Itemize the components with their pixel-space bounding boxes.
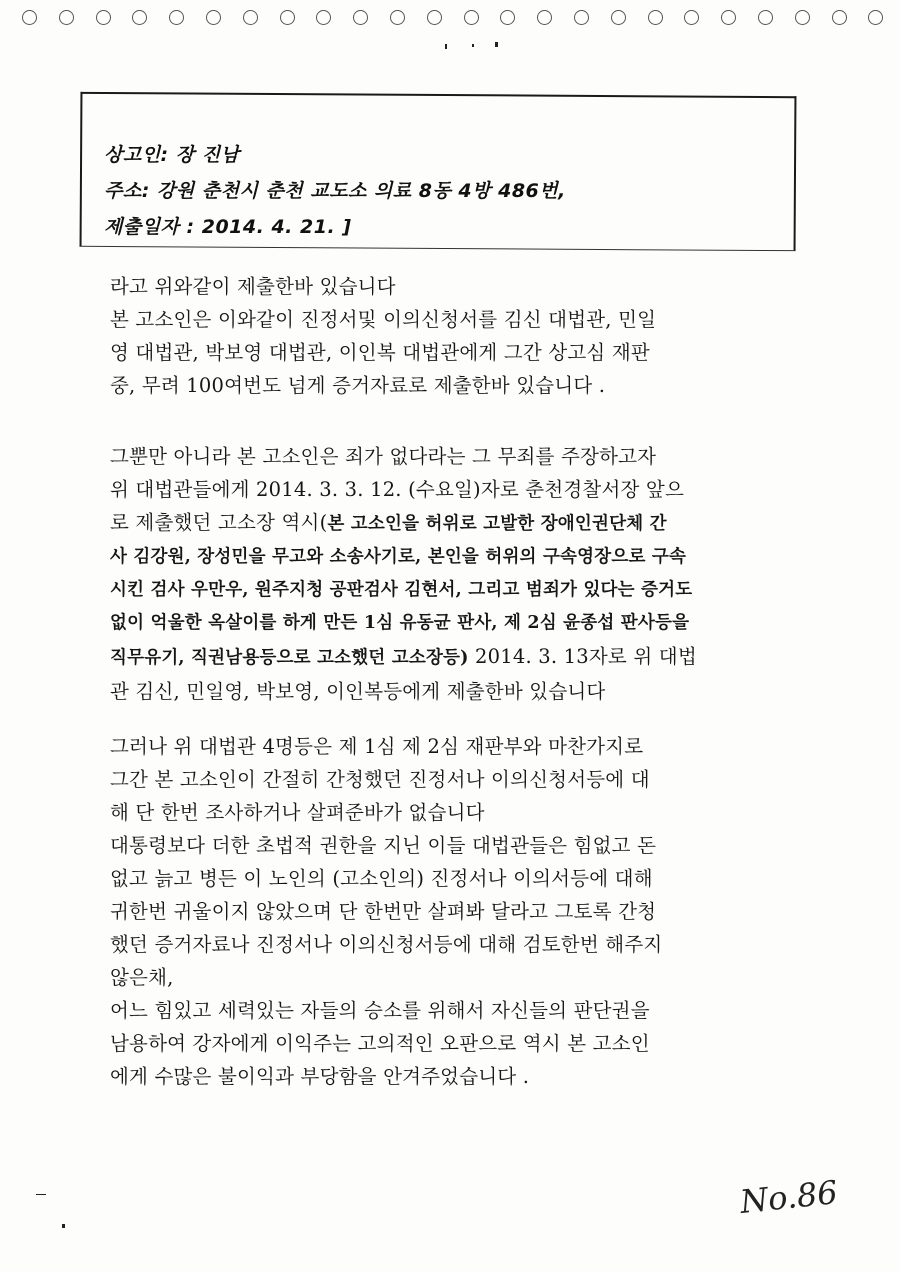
binder-hole [537, 10, 552, 25]
text-line: 그러나 위 대법관 4명등은 제 1심 제 2심 재판부와 마찬가지로 [110, 735, 644, 758]
bold-text-line: 시킨 검사 우만우, 원주지청 공판검사 김현서, 그리고 범죄가 있다는 증거도 [110, 580, 693, 600]
text-segment: 2014. 3. 13자로 위 대법 [468, 645, 697, 668]
text-line: 않은채, [110, 966, 174, 989]
binder-hole [206, 10, 221, 25]
text-line: 본 고소인은 이와같이 진정서및 이의신청서를 김신 대법관, 민일 [110, 308, 657, 331]
text-line: 관 김신, 민일영, 박보영, 이인복등에게 제출한바 있습니다 [110, 680, 606, 703]
binder-hole [721, 10, 736, 25]
bold-text-segment: 본 고소인을 허위로 고발한 장애인권단체 간 [327, 514, 667, 534]
text-line: 중, 무려 100여번도 넘게 증거자료로 제출한바 있습니다 . [110, 374, 606, 397]
text-line: 했던 증거자료나 진정서나 이의신청서등에 대해 검토한번 해주지 [110, 933, 663, 956]
text-line: 없고 늙고 병든 이 노인의 (고소인의) 진정서나 이의서등에 대해 [110, 867, 653, 890]
scan-speck [445, 44, 447, 49]
appellant-line: 상고인: 장 진남 [104, 144, 240, 166]
text-line: 귀한번 귀울이지 않았으며 단 한번만 살펴봐 달라고 그토록 간청 [110, 900, 657, 923]
binder-hole [169, 10, 184, 25]
paragraph-3 [110, 730, 770, 1093]
binder-hole [868, 10, 883, 25]
text-line: 해 단 한번 조사하거나 살펴준바가 없습니다 [110, 801, 485, 824]
binder-hole [96, 10, 111, 25]
text-line: 어느 힘있고 세력있는 자들의 승소를 위해서 자신들의 판단권을 [110, 999, 650, 1022]
binder-hole [427, 10, 442, 25]
binder-hole [132, 10, 147, 25]
binder-hole [464, 10, 479, 25]
binder-hole [243, 10, 258, 25]
text-line: 대통령보다 더한 초법적 권한을 지닌 이들 대법관들은 힘없고 돈 [110, 834, 657, 857]
paragraph-2 [110, 440, 770, 708]
text-line: 라고 위와같이 제출한바 있습니다 [110, 275, 396, 298]
text-line [110, 640, 770, 675]
bold-text-line: 사 김강원, 장성민을 무고와 소송사기로, 본인을 허위의 구속영장으로 구속 [110, 547, 687, 567]
binder-hole [758, 10, 773, 25]
bold-text-segment: 직무유기, 직권남용등으로 고소했던 고소장등) [110, 648, 469, 668]
scan-speck [495, 42, 498, 47]
submission-date-line: 제출일자 : 2014. 4. 21. ] [104, 216, 352, 238]
binder-hole [500, 10, 515, 25]
scan-speck [472, 44, 474, 47]
text-line: 에게 수많은 불이익과 부당함을 안겨주었습니다 . [110, 1065, 530, 1088]
scan-speck [62, 1224, 65, 1228]
binder-hole [684, 10, 699, 25]
paragraph-1 [110, 270, 770, 402]
text-line: 남용하여 강자에게 이익주는 고의적인 오판으로 역시 본 고소인 [110, 1032, 650, 1055]
binder-holes [0, 6, 900, 32]
text-line: 영 대법관, 박보영 대법관, 이인복 대법관에게 그간 상고심 재판 [110, 341, 650, 364]
text-line: 그뿐만 아니라 본 고소인은 죄가 없다라는 그 무죄를 주장하고자 [110, 445, 657, 468]
binder-hole [59, 10, 74, 25]
page-number: No.86 [738, 1173, 840, 1221]
binder-hole [574, 10, 589, 25]
binder-hole [648, 10, 663, 25]
binder-hole [795, 10, 810, 25]
text-segment: 로 제출했던 고소장 역시( [110, 511, 328, 534]
bold-text-line: 없이 억울한 옥살이를 하게 만든 1심 유동균 판사, 제 2심 윤종섭 판사등을 [110, 613, 690, 633]
binder-hole [316, 10, 331, 25]
binder-hole [832, 10, 847, 25]
scan-speck [36, 1194, 46, 1195]
binder-hole [22, 10, 37, 25]
binder-hole [353, 10, 368, 25]
text-line: 위 대법관들에게 2014. 3. 3. 12. (수요일)자로 춘천경찰서장 앞으 [110, 478, 684, 501]
binder-hole [280, 10, 295, 25]
text-line [110, 506, 770, 541]
binder-hole [611, 10, 626, 25]
address-line: 주소: 강원 춘천시 춘천 교도소 의료 8동 4방 486번, [104, 180, 566, 202]
text-line: 그간 본 고소인이 간절히 간청했던 진정서나 이의신청서등에 대 [110, 768, 650, 791]
binder-hole [390, 10, 405, 25]
